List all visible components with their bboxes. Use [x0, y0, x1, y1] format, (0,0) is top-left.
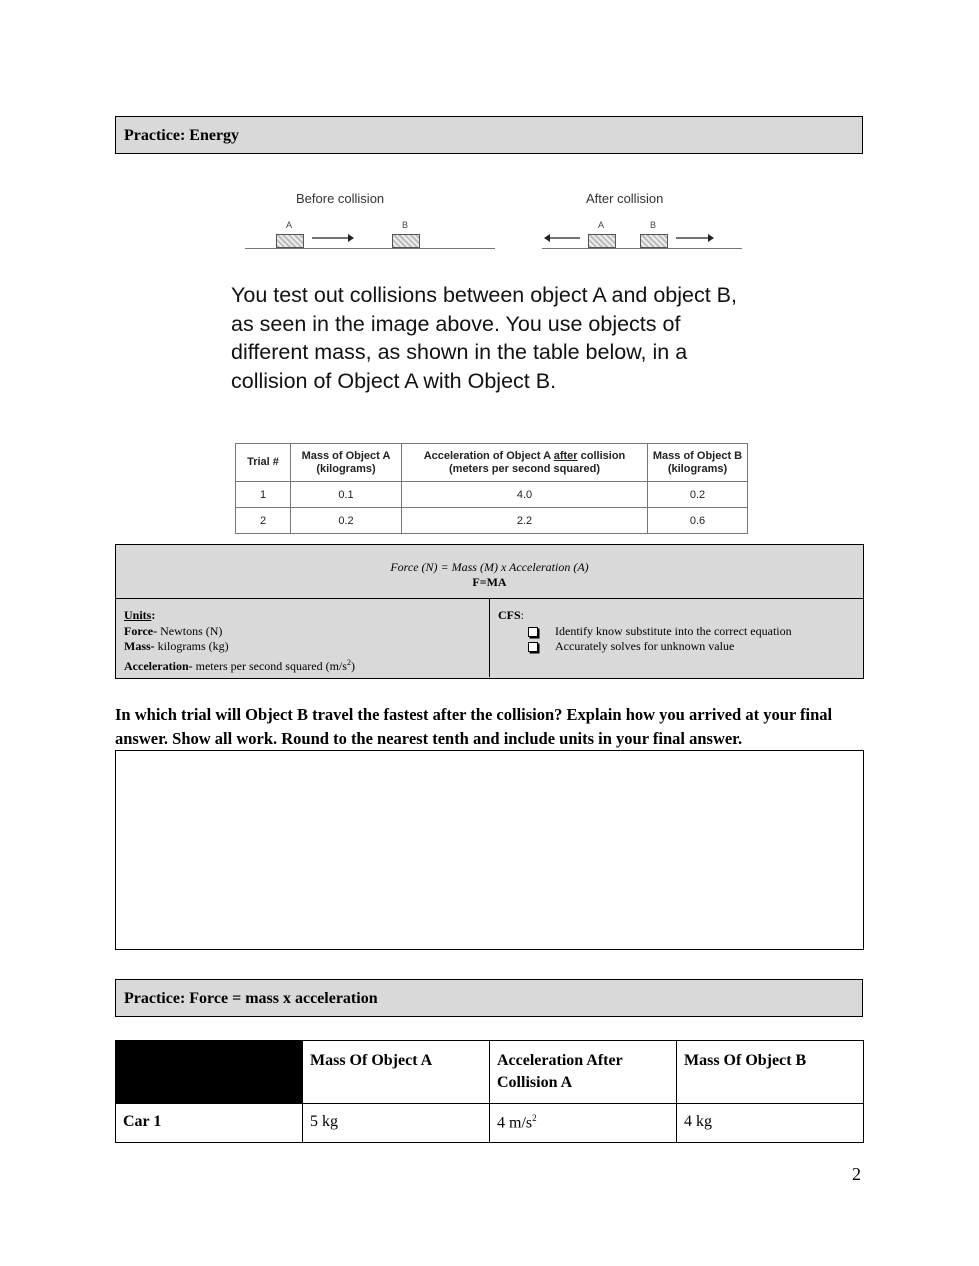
cell-mass-a: 5 kg	[303, 1104, 490, 1143]
acceleration-value: meters per second squared (m/s	[192, 658, 347, 673]
car-table-header	[116, 1041, 864, 1104]
trial-table-header	[236, 444, 748, 482]
formula-box	[115, 544, 864, 679]
table-row	[236, 508, 748, 534]
object-a-block	[276, 234, 304, 248]
section-header-force	[115, 979, 863, 1017]
header-mass-b-label: Mass of Object B	[652, 449, 743, 462]
table-row	[236, 482, 748, 508]
section-title: Practice: Energy	[124, 127, 240, 144]
trial-table	[235, 443, 748, 534]
formula-equation: Force (N) = Mass (M) x Acceleration (A)	[390, 560, 589, 574]
acceleration-label: Acceleration-	[124, 658, 193, 673]
cfs-colon: :	[520, 608, 525, 622]
car-table	[115, 1040, 864, 1143]
cell-mass-b: 0.2	[648, 482, 748, 508]
mass-value: kilograms (kg)	[154, 639, 229, 653]
header-accel-post: collision	[577, 449, 626, 462]
checkbox-icon	[528, 627, 538, 637]
object-b-block-after	[640, 234, 668, 248]
object-a-label: A	[286, 220, 293, 230]
cfs-title: CFS	[498, 608, 521, 622]
header-mass-b-unit: (kilograms)	[667, 462, 728, 475]
header-mass-a	[291, 444, 402, 482]
object-b-label: B	[402, 220, 409, 230]
cell-mass-a: 0.2	[291, 508, 402, 534]
header-mass-a-label: Mass of Object A	[301, 449, 391, 462]
cell-mass-a: 0.1	[291, 482, 402, 508]
mass-label: Mass-	[124, 639, 155, 653]
header-accel	[402, 444, 648, 482]
cell-accel: 4.0	[402, 482, 648, 508]
question-text: You test out collisions between object A and object B, as seen in the image above. You use objects of different mass, as shown in the table below, in a collision of Object A with Object B.	[231, 283, 737, 393]
header-mass-b	[648, 444, 748, 482]
collision-diagram	[240, 188, 750, 258]
page-number: 2	[852, 1164, 861, 1184]
object-a-label-after: A	[598, 220, 605, 230]
cfs-item	[498, 639, 792, 655]
acceleration-close: )	[350, 658, 355, 673]
units-panel	[116, 599, 490, 677]
right-arrow-icon	[310, 232, 356, 244]
before-collision-label: Before collision	[296, 191, 385, 206]
right-arrow-icon	[674, 232, 716, 244]
table-row	[116, 1104, 864, 1143]
ground-line	[245, 248, 495, 249]
cell-accel-value: 4 m/s	[497, 1114, 533, 1132]
header-accel-unit: (meters per second squared)	[449, 462, 600, 475]
object-b-label-after: B	[650, 220, 657, 230]
cell-accel-sup: 2	[532, 1113, 537, 1123]
cfs-panel	[498, 608, 792, 655]
header-mass-a-unit: (kilograms)	[316, 462, 376, 475]
formula-header	[116, 545, 863, 599]
answer-box[interactable]	[115, 750, 864, 950]
force-value: Newtons (N)	[157, 623, 223, 638]
cell-accel: 2.2	[402, 508, 648, 534]
section-header-energy	[115, 116, 863, 154]
cell-mass-b: 4 kg	[677, 1104, 864, 1143]
section-title: Practice: Force = mass x acceleration	[124, 990, 378, 1007]
units-colon: :	[151, 608, 156, 622]
acceleration-sup: 2	[346, 657, 351, 667]
header-trial: Trial #	[236, 444, 291, 482]
object-a-block-after	[588, 234, 616, 248]
header-accel: Acceleration After Collision A	[490, 1041, 677, 1104]
header-mass-a: Mass Of Object A	[303, 1041, 490, 1104]
question-prompt: In which trial will Object B travel the fastest after the collision? Explain how you arrived at your final answer. Show all work. Round to the nearest tenth and include units in your final answer.	[115, 705, 833, 748]
ground-line-after	[542, 248, 742, 249]
header-mass-b: Mass Of Object B	[677, 1041, 864, 1104]
after-collision-label: After collision	[586, 191, 664, 206]
cell-mass-b: 0.6	[648, 508, 748, 534]
formula-short: F=MA	[472, 575, 507, 589]
object-b-block	[392, 234, 420, 248]
checkbox-icon	[528, 642, 538, 652]
header-blank	[116, 1041, 303, 1104]
row-label: Car 1	[116, 1104, 303, 1143]
cell-trial: 2	[236, 508, 291, 534]
force-label: Force-	[124, 623, 158, 638]
units-title: Units	[124, 608, 152, 622]
header-accel-after: after	[553, 449, 578, 462]
left-arrow-icon	[542, 232, 582, 244]
header-accel-pre: Acceleration of Object A	[423, 449, 554, 462]
cfs-item	[498, 624, 792, 640]
cell-accel	[490, 1104, 677, 1143]
cfs-item-text: Identify know substitute into the correct equation	[555, 623, 792, 638]
cfs-item-text: Accurately solves for unknown value	[555, 639, 735, 653]
cell-trial: 1	[236, 482, 291, 508]
